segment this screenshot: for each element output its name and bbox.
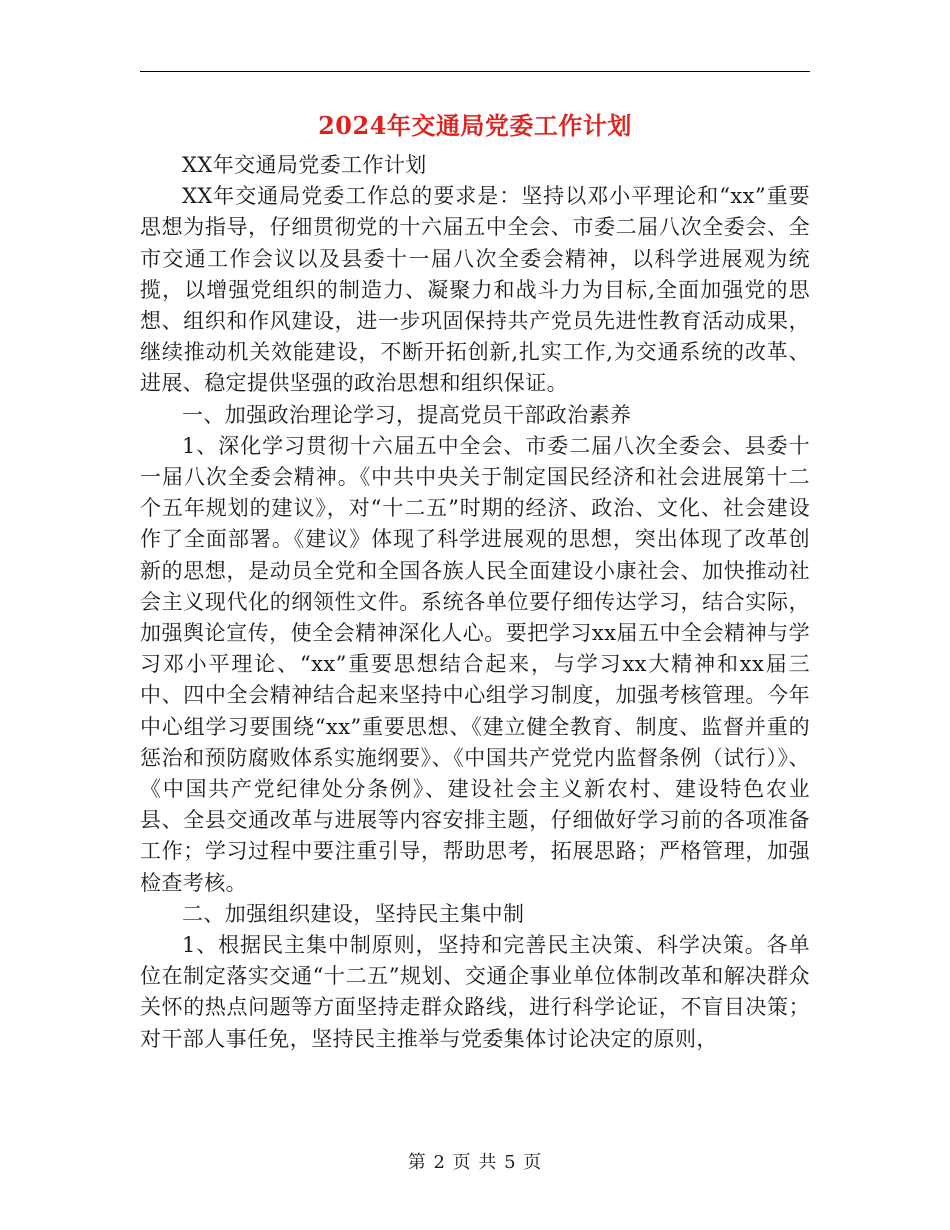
document-title: 2024年交通局党委工作计划	[318, 111, 632, 140]
paragraph-overview: XX年交通局党委工作总的要求是：坚持以邓小平理论和“xx”重要思想为指导，仔细贯彻党的十六届五中全会、市委二届八次全委会、全市交通工作会议以及县委十一届八次全委会精神，以科学进展观为统揽，以增强党组织的制造力、凝聚力和战斗力为目标,全面加强党的思想、组织和作风建设，进一步巩固保持共产党员先进性教育活动成果，继续推动机关效能建设，不断开拓创新,扎实工作,为交通系统的改革、进展、稳定提供坚强的政治思想和组织保证。	[140, 184, 810, 396]
document-body	[140, 150, 810, 1055]
header-rule	[140, 71, 810, 72]
section-heading-political-study: 一、加强政治理论学习，提高党员干部政治素养	[182, 402, 632, 427]
paragraph-organization-item-1: 1、根据民主集中制原则，坚持和完善民主决策、科学决策。各单位在制定落实交通“十二五”规划、交通企事业单位体制改革和解决群众关怀的热点问题等方面坚持走群众路线，进行科学论证，不盲目决策；对干部人事任免，坚持民主推举与党委集体讨论决定的原则，	[140, 933, 810, 1051]
page-number-footer: 第 2 页 共 5 页	[407, 1152, 543, 1173]
paragraph-subtitle: XX年交通局党委工作计划	[182, 153, 427, 177]
paragraph-study-item-1: 1、深化学习贯彻十六届五中全会、市委二届八次全委会、县委十一届八次全委会精神。《中共中央关于制定国民经济和社会进展第十二个五年规划的建议》，对“十二五”时期的经济、政治、文化、社会建设作了全面部署。《建议》体现了科学进展观的思想，突出体现了改革创新的思想，是动员全党和全国各族人民全面建设小康社会、加快推动社会主义现代化的纲领性文件。系统各单位要仔细传达学习，结合实际，加强舆论宣传，使全会精神深化人心。要把学习xx届五中全会精神与学习邓小平理论、“xx”重要思想结合起来，与学习xx大精神和xx届三中、四中全会精神结合起来坚持中心组学习制度，加强考核管理。今年中心组学习要围绕“xx”重要思想、《建立健全教育、制度、监督并重的惩治和预防腐败体系实施纲要》、《中国共产党党内监督条例（试行）》、《中国共产党纪律处分条例》、建设社会主义新农村、建设特色农业县、全县交通改革与进展等内容安排主题，仔细做好学习前的各项准备工作；学习过程中要注重引导，帮助思考，拓展思路；严格管理，加强检查考核。	[140, 433, 810, 895]
section-heading-organization: 二、加强组织建设，坚持民主集中制	[182, 901, 525, 926]
